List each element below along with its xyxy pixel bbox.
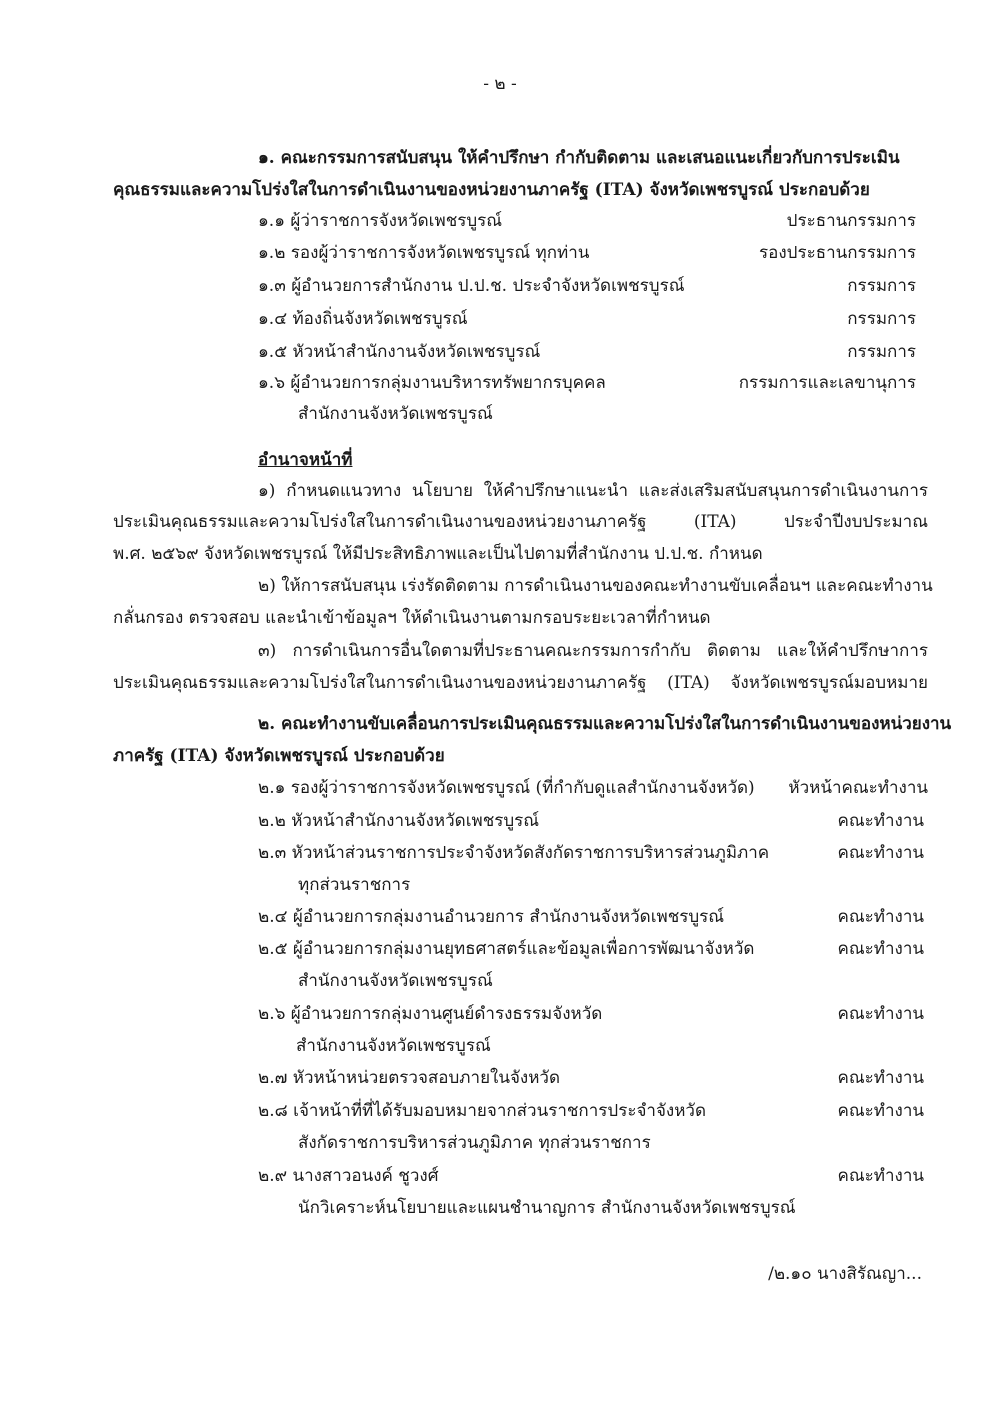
section2-member-role: คณะทำงาน <box>837 1101 924 1121</box>
duties-heading: อำนาจหน้าที่ <box>258 450 353 470</box>
section2-member-role: คณะทำงาน <box>837 843 924 863</box>
duty-line: พ.ศ. ๒๕๖๙ จังหวัดเพชรบูรณ์ ให้มีประสิทธิภาพและเป็นไปตามที่สำนักงาน ป.ป.ช. กำหนด <box>113 544 763 564</box>
duty-line: ๑) กำหนดแนวทาง นโยบาย ให้คำปรึกษาแนะนำ และส่งเสริมสนับสนุนการดำเนินงานการ <box>258 481 928 501</box>
section1-member-text: ๑.๓ ผู้อำนวยการสำนักงาน ป.ป.ช. ประจำจังหวัดเพชรบูรณ์ <box>258 276 685 296</box>
section2-member-text: ๒.๙ นางสาวอนงค์ ชูวงศ์ <box>258 1166 439 1186</box>
section1-member-text-continued: สำนักงานจังหวัดเพชรบูรณ์ <box>298 404 493 424</box>
section2-member-text: ๒.๖ ผู้อำนวยการกลุ่มงานศูนย์ดำรงธรรมจังหวัด <box>258 1004 603 1024</box>
section2-member-role: คณะทำงาน <box>837 939 924 959</box>
section2-member-role: คณะทำงาน <box>837 1166 924 1186</box>
section2-member-text-continued: สำนักงานจังหวัดเพชรบูรณ์ <box>298 971 493 991</box>
section2-member-text-continued: สังกัดราชการบริหารส่วนภูมิภาค ทุกส่วนราชการ <box>298 1133 651 1153</box>
section1-member-text: ๑.๑ ผู้ว่าราชการจังหวัดเพชรบูรณ์ <box>258 211 503 231</box>
continuation-note: /๒.๑๐ นางสิรัณญา... <box>768 1264 922 1284</box>
section2-member-text-continued: สำนักงานจังหวัดเพชรบูรณ์ <box>296 1036 491 1056</box>
duty-line: ประเมินคุณธรรมและความโปร่งใสในการดำเนินงานของหน่วยงานภาครัฐ (ITA) ประจำปีงบประมาณ <box>113 512 928 532</box>
section1-member-role: กรรมการ <box>847 276 916 296</box>
section2-member-text: ๒.๗ หัวหน้าหน่วยตรวจสอบภายในจังหวัด <box>258 1068 560 1088</box>
duty-line: กลั่นกรอง ตรวจสอบ และนำเข้าข้อมูลฯ ให้ดำเนินงานตามกรอบระยะเวลาที่กำหนด <box>113 608 711 628</box>
section1-member-text: ๑.๔ ท้องถิ่นจังหวัดเพชรบูรณ์ <box>258 309 468 329</box>
section2-member-role: คณะทำงาน <box>837 907 924 927</box>
duty-line: ๒) ให้การสนับสนุน เร่งรัดติดตาม การดำเนินงานของคณะทำงานขับเคลื่อนฯ และคณะทำงาน <box>258 576 933 596</box>
page-number: - ๒ - <box>483 74 517 94</box>
section2-member-text-continued: นักวิเคราะห์นโยบายและแผนชำนาญการ สำนักงานจังหวัดเพชรบูรณ์ <box>298 1198 796 1218</box>
section1-member-text: ๑.๖ ผู้อำนวยการกลุ่มงานบริหารทรัพยากรบุคคล <box>258 373 606 393</box>
section1-member-role: กรรมการและเลขานุการ <box>738 373 916 393</box>
section1-heading-line1: ๑. คณะกรรมการสนับสนุน ให้คำปรึกษา กำกับติดตาม และเสนอแนะเกี่ยวกับการประเมิน <box>258 148 900 168</box>
section2-heading-line1: ๒. คณะทำงานขับเคลื่อนการประเมินคุณธรรมและความโปร่งใสในการดำเนินงานของหน่วยงาน <box>258 714 952 734</box>
section2-member-text: ๒.๑ รองผู้ว่าราชการจังหวัดเพชรบูรณ์ (ที่กำกับดูแลสำนักงานจังหวัด) <box>258 778 755 798</box>
duty-line: ๓) การดำเนินการอื่นใดตามที่ประธานคณะกรรมการกำกับ ติดตาม และให้คำปรึกษาการ <box>258 641 928 661</box>
duty-line: ประเมินคุณธรรมและความโปร่งใสในการดำเนินงานของหน่วยงานภาครัฐ (ITA) จังหวัดเพชรบูรณ์มอบหมาย <box>113 673 928 693</box>
section2-member-role: คณะทำงาน <box>837 1004 924 1024</box>
section2-member-text: ๒.๕ ผู้อำนวยการกลุ่มงานยุทธศาสตร์และข้อมูลเพื่อการพัฒนาจังหวัด <box>258 939 755 959</box>
section1-member-role: กรรมการ <box>847 309 916 329</box>
section2-heading-line2: ภาครัฐ (ITA) จังหวัดเพชรบูรณ์ ประกอบด้วย <box>113 746 445 766</box>
section2-member-role: คณะทำงาน <box>837 1068 924 1088</box>
section2-member-text-continued: ทุกส่วนราชการ <box>298 875 411 895</box>
section2-member-text: ๒.๒ หัวหน้าสำนักงานจังหวัดเพชรบูรณ์ <box>258 811 540 831</box>
section1-member-text: ๑.๒ รองผู้ว่าราชการจังหวัดเพชรบูรณ์ ทุกท่าน <box>258 243 590 263</box>
section1-heading-line2: คุณธรรมและความโปร่งใสในการดำเนินงานของหน่วยงานภาครัฐ (ITA) จังหวัดเพชรบูรณ์ ประกอบด้วย <box>113 180 870 200</box>
section2-member-text: ๒.๘ เจ้าหน้าที่ที่ได้รับมอบหมายจากส่วนราชการประจำจังหวัด <box>258 1101 707 1121</box>
section2-member-role: คณะทำงาน <box>837 811 924 831</box>
section1-member-text: ๑.๕ หัวหน้าสำนักงานจังหวัดเพชรบูรณ์ <box>258 342 541 362</box>
section2-member-role: หัวหน้าคณะทำงาน <box>788 778 928 798</box>
section2-member-text: ๒.๔ ผู้อำนวยการกลุ่มงานอำนวยการ สำนักงานจังหวัดเพชรบูรณ์ <box>258 907 725 927</box>
section1-member-role: กรรมการ <box>847 342 916 362</box>
section1-member-role: รองประธานกรรมการ <box>759 243 916 263</box>
section2-member-text: ๒.๓ หัวหน้าส่วนราชการประจำจังหวัดสังกัดราชการบริหารส่วนภูมิภาค <box>258 843 770 863</box>
section1-member-role: ประธานกรรมการ <box>786 211 916 231</box>
